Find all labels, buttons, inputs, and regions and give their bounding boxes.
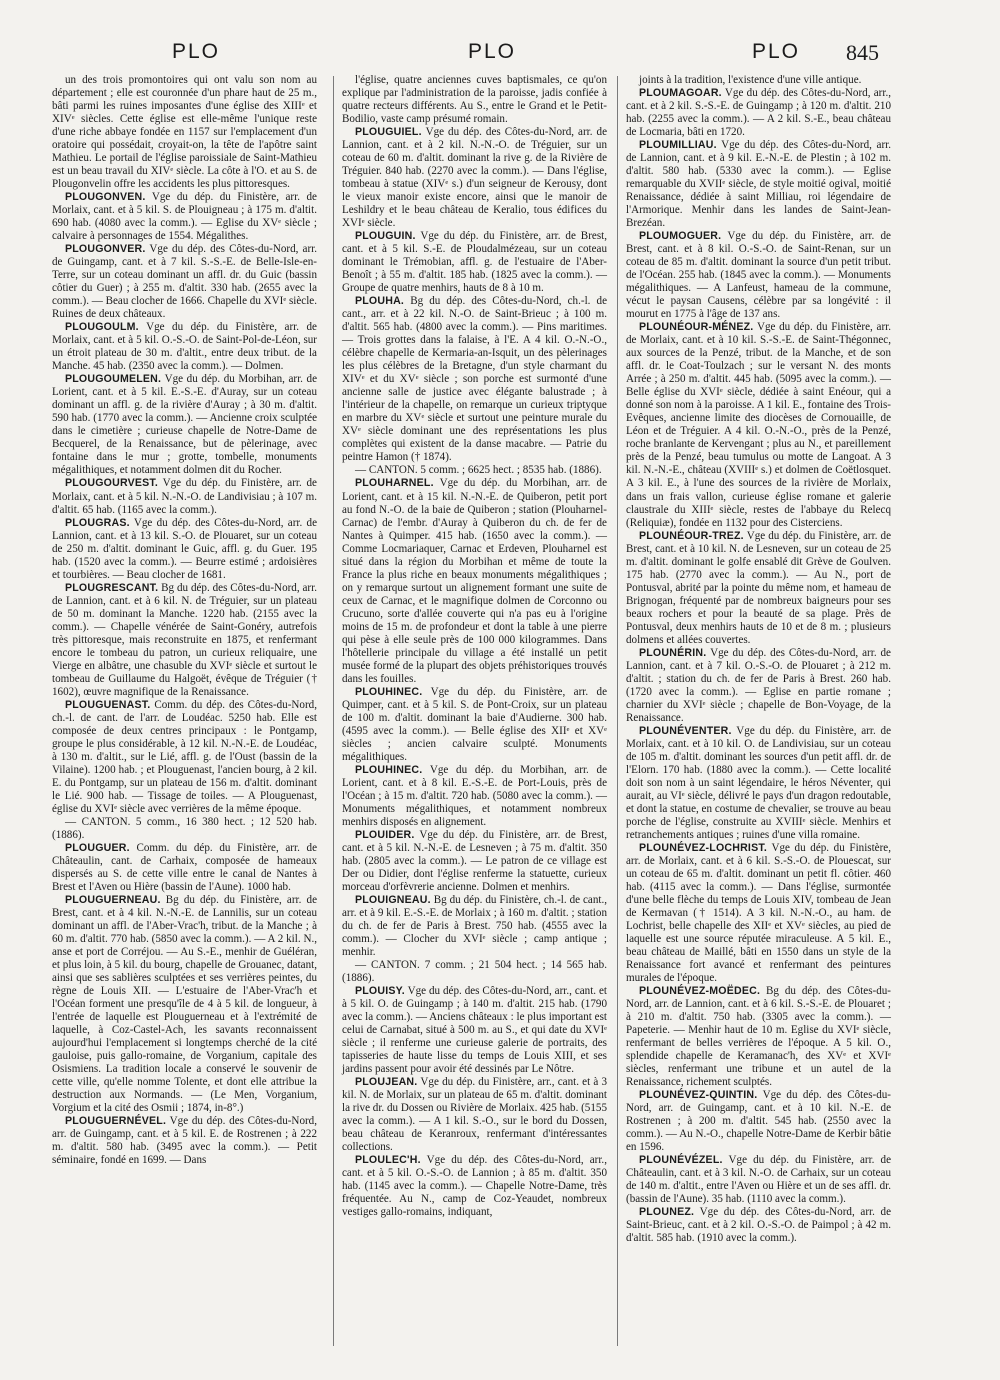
entry-text: Vge du dép. des Côtes-du-Nord, arr. de Guingamp, cant. et à 10 kil. N.-E. de Rostrenen ; à 200 m. d'altit. 545 hab. (2550 avec la comm.). — Au N.-O., chapelle Notre-Dame de Kerbir bâtie en 1596.: [626, 1089, 891, 1154]
entry-text: Bg du dép. du Finistère, ch.-l. de cant., arr. et à 9 kil. E.-S.-E. de Morlaix ; à 160 m. d'altit. ; station du ch. de fer de Paris à Brest. 750 hab. (4555 avec la comm.). — Clocher du XVIᵉ siècle ; camp antique ; menhir.: [342, 893, 607, 959]
dictionary-entry: [626, 530, 891, 647]
entry-text: Vge du dép. des Côtes-du-Nord, arr., cant. et à 5 kil. O.-S.-O. de Lannion ; à 85 m. d'altit. 350 hab. (1145 avec la comm.). — Chapelle Notre-Dame, très fréquentée. Au N., camp de Coz-Yeaudet, nombreux vestiges gallo-romains, indiquant,: [342, 1154, 607, 1219]
dictionary-entry: [342, 230, 607, 295]
entry-text: Vge du dép. du Morbihan, arr. de Lorient, cant. et à 5 kil. E.-S.-E. d'Auray, sur un coteau dominant un affl. g. de la rivière d'Auray ; à 30 m. d'altit. 590 hab. (1770 avec la comm.). — Ancienne croix sculptée dans le cimetière ; curieuse chapelle de Notre-Dame de Becquerel, de la Renaissance, but de pèlerinage, avec fontaine dans le mur ; grotte, tombelle, monuments mégalithiques, et notamment dolmen dit du Rocher.: [52, 373, 317, 477]
dictionary-entry: [342, 126, 607, 230]
dictionary-entry: [52, 373, 317, 477]
entry-headword: PLOUGOULM.: [65, 321, 139, 334]
entry-headword: PLOUGRESCANT.: [65, 581, 159, 594]
entry-headword: PLOUIGNEAU.: [355, 893, 431, 906]
entry-text: Vge du dép. du Finistère, arr. de Brest, cant. et à 5 kil. N.-N.-E. de Lesneven ; à 75 m. d'altit. 350 hab. (2805 avec la comm.). — Le patron de ce village est Der ou Didier, dont l'église renferme la statuette, curieux morceau d'orfèvrerie ancienne. Dolmen et menhirs.: [342, 828, 608, 893]
dictionary-entry: [52, 477, 317, 516]
entry-text: Vge du dép. du Finistère, arr. de Morlaix, cant. et à 5 kil. N.-N.-O. de Landivisiau ; à 107 m. d'altit. 65 hab. (1165 avec la comm.).: [52, 477, 317, 516]
entry-text: Vge du dép. des Côtes-du-Nord, arr., cant. et à 2 kil. S.-S.-E. de Guingamp ; à 120 m. d'altit. 210 hab. (2255 avec la comm.). — A 2 kil. S.-E., beau château de Locmaria, bâti en 1720.: [626, 87, 891, 139]
dictionary-entry: [52, 842, 317, 894]
entry-headword: PLOUNÉRIN.: [639, 646, 707, 659]
entry-text: Vge du dép. du Finistère, arr., cant. et à 3 kil. N. de Morlaix, sur un plateau de 65 m. d'altit. dominant la rive dr. du Dossen ou Rivière de Morlaix. 425 hab. (5155 avec la comm.). — A 1 kil. S.-O., sur le bord du Dossen, beau château de Keranroux, renfermant d'intéressantes collections.: [342, 1076, 608, 1154]
entry-headword: PLOUGUER.: [65, 841, 130, 854]
entry-headword: PLOUGUERNÉVEL.: [65, 1115, 167, 1128]
dictionary-entry: [52, 517, 317, 582]
dictionary-entry: [626, 1154, 891, 1206]
dictionary-entry: [626, 321, 891, 529]
entry-text: un des trois promontoires qui ont valu son nom au département ; elle est couronnée d'un phare haut de 25 m., bâti parmi les ruines imposantes d'une église des XIIIᵉ et XIVᵉ siècles. Cette église est elle-même l'unique reste d'une riche abbaye fondée en 1157 sur l'emplacement d'un oratoire qui possédait, croyait-on, la tête de l'apôtre saint Mathieu. Le portail de l'église paroissiale de Saint-Mathieu est un beau travail du XIVᵉ siècle. La côte à l'O. et au S. de Plougonvelin offre les accidents les plus pittoresques.: [52, 74, 317, 191]
entry-text: Bg du dép. du Finistère, arr. de Brest, cant. et à 4 kil. N.-N.-E. de Lannilis, sur un coteau dominant un affl. de l'Aber-Vrac'h, tribut. de la Manche ; à 60 m. d'altit. 770 hab. (5850 avec la comm.). — A 2 kil. N., anse et port de Corréjou. — Au S.-E., menhir de Guéléran, et plus loin, à 5 kil. du bourg, chapelle de Grouanec, datant, ainsi que ses sablières sculptées et ses verrières peintes, du règne de Louis XII. — L'estuaire de l'Aber-Vrac'h et l'Océan forment une presqu'île de 4 à 5 kil. de longueur, à l'entrée de laquelle est Plouguerneau et à l'extrémité de laquelle, à Coz-Castel-Ach, les savants reconnaissent aujourd'hui l'emplacement si longtemps cherché de la cité gauloise, puis gallo-romaine, de Vorganium, capitale des Osismiens. La tradition locale a conservé le souvenir de cette ville, qu'elle nomme Tolente, et dont elle attribue la destruction aux Normands. — (Le Men, Vorganium, Vorgium et la cité des Osmii ; 1874, in-8°.): [52, 893, 317, 1115]
entry-headword: PLOUHINEC.: [355, 763, 423, 776]
dictionary-entry: [626, 1206, 891, 1245]
entry-text: Vge du dép. du Finistère, arr. de Morlaix, cant. et à 5 kil. S. de Plouigneau ; à 175 m. d'altit. 690 hab. (4080 avec la comm.). — Eglise du XVᵉ siècle ; calvaire à personnages de 1554. Mégalithes.: [52, 191, 317, 243]
dictionary-entry: [52, 321, 317, 373]
dictionary-entry: [342, 894, 607, 959]
entry-text: joints à la tradition, l'existence d'une ville antique.: [639, 74, 862, 86]
dictionary-entry: [342, 829, 607, 894]
entry-headword: PLOUMAGOAR.: [639, 87, 722, 100]
column-middle: [342, 74, 607, 1219]
entry-text: Vge du dép. du Finistère, arr. de Brest, cant. et à 10 kil. N. de Lesneven, sur un coteau de 25 m. d'altit. dominant le golfe ensablé dit Grève de Goulven. 175 hab. (2770 avec la comm.). — Au N., port de Pontusval, abrité par la pointe du même nom, et hameau de Brignogan, fréquenté par de nombreux baigneurs pour ses beaux rochers et pour la beauté de sa plage. Près de Pontusval, deux menhirs hauts de 10 et de 8 m. ; plusieurs dolmens et allées couvertes.: [626, 529, 891, 646]
entry-headword: PLOUNÉVÉZEL.: [639, 1154, 723, 1167]
dictionary-entry: [52, 1115, 317, 1167]
entry-text: Bg du dép. des Côtes-du-Nord, ch.-l. de cant., arr. et à 22 kil. N.-O. de Saint-Brieuc ; à 100 m. d'altit. 565 hab. (4800 avec la comm.). — Pins maritimes. — Trois grottes dans la falaise, à l'E. A 4 kil. O.-N.-O., célèbre chapelle de Kermaria-an-Isquit, un des pèlerinages les plus célèbres de la Bretagne, d'un style charmant du XIVᵉ et du XVᵉ siècle ; son porche est surmonté d'une ancienne salle de justice avec élégante balustrade ; à l'intérieur de la chapelle, on remarque un curieux triptyque en marbre du XVᵉ siècle et surtout une peinture murale du XVᵉ siècle dominant une des représentations les plus complètes qui existent de la danse macabre. — Patrie du peintre Hamon († 1874).: [342, 295, 607, 464]
entry-headword: PLOUNÉOUR-TREZ.: [639, 529, 744, 542]
entry-text: l'église, quatre anciennes cuves baptismales, ce qu'on explique par l'administration de la paroisse, jadis confiée à quatre recteurs différents. Au S., entre le Grand et le Petit-Bodilio, vaste camp présumé romain.: [342, 74, 607, 126]
dictionary-entry: [342, 74, 607, 126]
entry-headword: PLOUJEAN.: [355, 1076, 418, 1089]
dictionary-entry: [342, 959, 607, 985]
entry-text: Vge du dép. du Finistère, arr. de Châteaulin, cant. et à 3 kil. N.-O. de Carhaix, sur un coteau de 140 m. d'altit., entre l'Aven ou Hière et un de ses affl. dr. (bassin de l'Aune). 35 hab. (1110 avec la comm.).: [626, 1154, 891, 1206]
entry-headword: PLOUGRAS.: [65, 516, 130, 529]
dictionary-entry: [52, 894, 317, 1115]
entry-text: Vge du dép. du Finistère, arr. de Morlaix, cant. et à 6 kil. S.-S.-O. de Plouescat, sur un coteau de 65 m. d'altit. dominant un petit fl. côtier. 460 hab. (4115 avec la comm.). — Dans l'église, surmontée d'une belle flèche du temps de Louis XIV, tombeau de Jean de Kermavan († 1514). A 3 kil. N.-N.-O., au ham. de Lochrist, belle chapelle des XIIᵉ et XVᵉ siècles, au pied de laquelle est une source réputée miraculeuse. A 5 kil. E., beau château de Maillé, bâti en 1550 dans un style de la Renaissance fort avancé et renfermant des peintures murales de l'époque.: [626, 841, 892, 985]
entry-text: Bg du dép. des Côtes-du-Nord, arr. de Lannion, cant. et à 6 kil. S.-S.-E. de Plouaret ; à 210 m. d'altit. 750 hab. (3305 avec la comm.). — Papeterie. — Menhir haut de 10 m. Eglise du XVIᵉ siècle, renfermant de belles verrières de l'époque. A 5 kil. O., splendide chapelle de Keramanac'h, des XVᵉ et XVIᵉ siècles, renfermant une tribune et un autel de la Renaissance, richement sculptés.: [626, 985, 891, 1089]
dictionary-entry: [626, 74, 891, 87]
entry-headword: PLOUNÉVEZ-QUINTIN.: [639, 1089, 758, 1102]
entry-headword: PLOUGUIN.: [355, 230, 416, 243]
entry-headword: PLOUGOUMELEN.: [65, 373, 162, 386]
entry-text: — CANTON. 5 comm. ; 6625 hect. ; 8535 hab. (1886).: [355, 464, 602, 477]
entry-text: Vge du dép. des Côtes-du-Nord, arr. de Lannion, cant. et à 2 kil. N.-N.-O. de Tréguier, sur un coteau de 60 m. d'altit. dominant la rive g. de la Rivière de Tréguier. 840 hab. (2270 avec la comm.). — Dans l'église, tombeau à statue (XIVᵉ s.) d'un seigneur de Kerousy, dont le vieux manoir existe encore, ainsi que le manoir de Leshildry et le beau château de Keralio, tous édifices du XVIᵉ siècle.: [342, 126, 607, 230]
entry-headword: PLOUIDER.: [355, 828, 415, 841]
entry-headword: PLOUGUIEL.: [355, 126, 422, 139]
entry-headword: PLOUNÉOUR-MÉNEZ.: [639, 321, 754, 334]
dictionary-entry: [342, 764, 607, 829]
dictionary-entry: [52, 74, 317, 191]
entry-text: Vge du dép. des Côtes-du-Nord, arr. de Saint-Brieuc, cant. et à 2 kil. O.-S.-O. de Paimpol ; à 42 m. d'altit. 585 hab. (1910 avec la comm.).: [626, 1206, 891, 1245]
entry-text: Vge du dép. du Finistère, arr. de Brest, cant. et à 8 kil. O.-S.-O. de Saint-Renan, sur un coteau de 85 m. d'altit. dominant la source d'un petit tribut. de l'Océan. 255 hab. (1845 avec la comm.). — Monuments mégalithiques. — A Lanfeust, hameau de la commune, vécut le paysan Causens, célèbre par sa longévité : il mourut en 1775 à l'âge de 137 ans.: [626, 230, 891, 321]
entry-headword: PLOUNÉVEZ-LOCHRIST.: [639, 841, 767, 854]
entry-text: Vge du dép. du Finistère, arr. de Morlaix, cant. et à 10 kil. O. de Landivisiau, sur un coteau de 105 m. d'altit. dominant les sources d'un petit affl. dr. de l'Elorn. 170 hab. (1880 avec la comm.). — Cette localité doit son nom à un saint légendaire, le héros Néventer, qui aurait, au VIᵉ siècle, délivré le pays d'un dragon redoutable, et dont la statue, en costume de chevalier, se trouve au beau porche de l'église, construite au XVIIIᵉ siècle. Menhirs et retranchements antiques ; ruines d'une villa romaine.: [626, 724, 891, 841]
entry-text: Vge du dép. du Finistère, arr. de Brest, cant. et à 5 kil. S.-E. de Ploudalmézeau, sur un coteau dominant le Trémobian, affl. g. de l'estuaire de l'Aber-Benoît ; à 55 m. d'altit. 185 hab. (1825 avec la comm.). — Groupe de quatre menhirs, hauts de 8 à 10 m.: [342, 230, 607, 295]
dictionary-entry: [626, 725, 891, 842]
column-right: [626, 74, 891, 1245]
dictionary-entry: [626, 842, 891, 985]
running-head-right: PLO: [752, 40, 801, 63]
entry-text: Vge du dép. des Côtes-du-Nord, arr. de Lannion, cant. et à 13 kil. S.-O. de Plouaret, sur un coteau de 250 m. d'altit. dominant le Guic, affl. g. du Guer. 195 hab. (1520 avec la comm.). — Beurre estimé ; ardoisières et tourbières. — Beau clocher de 1681.: [52, 516, 317, 581]
entry-text: Vge du dép. des Côtes-du-Nord, arr. de Lannion, cant. et à 9 kil. E.-N.-E. de Plestin ; à 102 m. d'altit. 580 hab. (5330 avec la comm.). — Eglise remarquable du XVIIᵉ siècle, de style moitié ogival, moitié Renaissance, dédiée à saint Milliau, roi légendaire de l'Armorique. Menhir dans les landes de Saint-Jean-Brezéan.: [626, 139, 891, 230]
dictionary-entry: [342, 295, 607, 464]
dictionary-entry: [626, 985, 891, 1089]
column-divider: [333, 76, 334, 1346]
entry-text: Vge du dép. des Côtes-du-Nord, arr. de Lannion, cant. et à 7 kil. O.-S.-O. de Plouaret ; à 212 m. d'altit. ; station du ch. de fer de Paris à Brest. 260 hab. (1720 avec la comm.). — Eglise en partie romane ; charnier du XVIᵉ siècle ; chapelle de Bon-Voyage, de la Renaissance.: [626, 646, 891, 724]
entry-text: Vge du dép. des Côtes-du-Nord, arr. de Guingamp, cant. et à 7 kil. S.-S.-E. de Belle-Isle-en-Terre, sur un coteau dominant un affl. dr. du Guic (bassin côtier du Guer) ; à 255 m. d'altit. 330 hab. (2655 avec la comm.). — Beau clocher de 1666. Chapelle du XVIᵉ siècle. Ruines de deux châteaux.: [52, 243, 318, 321]
running-head-left: PLO: [172, 40, 221, 63]
entry-headword: PLOUHARNEL.: [355, 477, 434, 490]
dictionary-entry: [342, 1076, 607, 1154]
entry-headword: PLOUGUENAST.: [65, 698, 151, 711]
entry-text: Comm. du dép. des Côtes-du-Nord, ch.-l. de cant. de l'arr. de Loudéac. 5250 hab. Elle est composée de deux centres principaux : le Pontgamp, groupe le plus considérable, à 12 kil. N.-N.-E. de Loudéac, à 130 m. d'altit., sur le Lié, affl. g. de l'Oust (bassin de la Vilaine). 1200 hab. ; et Plouguenast, l'ancien bourg, à 2 kil. E. du Pontgamp, sur un plateau de 156 m. d'altit. dominant le Lié. 900 hab. — Tissage de toiles. — A Plouguenast, église du XVIᵉ siècle avec verrières de la même époque.: [52, 698, 317, 815]
entry-headword: PLOUGOURVEST.: [65, 477, 159, 490]
dictionary-entry: [626, 230, 891, 321]
entry-text: Vge du dép. des Côtes-du-Nord, arr. de Guingamp, cant. et à 5 kil. E. de Rostrenen ; à 222 m. d'altit. 580 hab. (3495 avec la comm.). — Petit séminaire, fondé en 1699. — Dans: [52, 1115, 318, 1167]
dictionary-entry: [342, 985, 607, 1076]
entry-text: — CANTON. 7 comm. ; 21 504 hect. ; 14 565 hab. (1886).: [342, 959, 607, 985]
entry-headword: PLOUMOGUER.: [639, 230, 722, 243]
entry-headword: PLOUNÉVEZ-MOËDEC.: [639, 985, 761, 998]
dictionary-entry: [626, 1089, 891, 1154]
dictionary-entry: [342, 464, 607, 477]
dictionary-entry: [342, 1154, 607, 1219]
dictionary-entry: [52, 243, 317, 321]
entry-text: Vge du dép. du Morbihan, arr. de Lorient, cant. et à 8 kil. E.-S.-E. de Port-Louis, près de l'Océan ; à 15 m. d'altit. 720 hab. (5080 avec la comm.). — Monuments mégalithiques, et notamment nombreux menhirs disposés en alignement.: [342, 763, 608, 828]
dictionary-entry: [626, 139, 891, 230]
entry-headword: PLOULEC'H.: [355, 1154, 421, 1167]
column-divider: [617, 76, 618, 1346]
dictionary-entry: [52, 191, 317, 243]
entry-headword: PLOUMILLIAU.: [639, 139, 717, 152]
entry-headword: PLOUHINEC.: [355, 685, 423, 698]
entry-headword: PLOUHA.: [355, 295, 405, 308]
dictionary-entry: [342, 686, 607, 764]
dictionary-entry: [52, 816, 317, 842]
entry-text: — CANTON. 5 comm., 16 380 hect. ; 12 520 hab. (1886).: [52, 815, 317, 841]
entry-text: Vge du dép. du Finistère, arr. de Quimper, cant. et à 5 kil. S. de Pont-Croix, sur un plateau de 100 m. d'altit. dominant la baie d'Audierne. 300 hab. (4595 avec la comm.). — Belle église des XIIᵉ et XVᵉ siècles ; ancien calvaire sculpté. Monuments mégalithiques.: [342, 685, 607, 763]
entry-headword: PLOUISY.: [355, 985, 405, 998]
page-number: 845: [846, 40, 879, 65]
dictionary-entry: [342, 477, 607, 685]
entry-headword: PLOUGONVER.: [65, 243, 146, 256]
entry-text: Vge du dép. du Finistère, arr. de Morlaix, cant. et à 10 kil. S.-S.-E. de Saint-Thégonnec, aux sources de la Penzé, tribut. de la Manche, et de son affl. dr. le Coat-Toulzach ; sur le versant N. des monts Arrée ; à 250 m. d'altit. 445 hab. (5095 avec la comm.). — Belle église du XVIᵉ siècle, dédiée à saint Enéour, qui a donné son nom à la paroisse. A 1 kil. E., fontaine des Trois-Evêques, ancienne limite des diocèses de Cornouaille, de Léon et de Tréguier. A 4 kil. O.-N.-O., près de la Penzé, roche branlante de Kervengant ; plus au N., et pareillement près de la Penzé, beau tumulus ou motte de Langoat. A 3 kil. N.-N.-E., château (XVIIIᵉ s.) et dolmen de Coëtlosquet. A 3 kil. E., à l'une des sources de la rivière de Morlaix, dans un frais vallon, curieuse église romane et galerie claustrale du XIIIᵉ siècle, restes de l'abbaye du Relecq (Reliquiæ), fondée en 1132 pour des Cisterciens.: [626, 321, 891, 529]
entry-headword: PLOUGUERNEAU.: [65, 893, 161, 906]
entry-headword: PLOUNEZ.: [639, 1206, 695, 1219]
dictionary-entry: [52, 699, 317, 816]
column-left: [52, 74, 317, 1167]
entry-text: Vge du dép. du Morbihan, arr. de Lorient, cant. et à 15 kil. N.-N.-E. de Quiberon, petit port au fond N.-O. de la baie de Quiberon ; station (Plouharnel-Carnac) de l'embr. d'Auray à Quiberon du ch. de fer de Nantes à Quimper. 415 hab. (1650 avec la comm.). — Comme Locmariaquer, Carnac et Erdeven, Plouharnel est situé dans la région du Morbihan et même de toute la France la plus riche en beaux monuments mégalithiques ; on y remarque surtout un alignement formant une suite de ceux de Carnac, et le magnifique dolmen de Corconno ou Crucuno, sorte d'allée couverte qui n'a pas eu à l'origine moins de 15 m. de profondeur et dont la table à une pierre qui pèse à elle seule près de 100 000 kilogrammes. Dans l'hôtellerie principale du village a été installé un petit musée formé de la plupart des objets préhistoriques trouvés dans les fouilles.: [342, 477, 608, 685]
running-head-center: PLO: [468, 40, 517, 63]
dictionary-entry: [626, 647, 891, 725]
entry-headword: PLOUGONVEN.: [65, 191, 146, 204]
entry-text: Vge du dép. du Finistère, arr. de Morlaix, cant. et à 5 kil. O.-S.-O. de Saint-Pol-de-Léon, sur un étroit plateau de 30 m. d'altit., entre deux tribut. de la Manche. 45 hab. (2350 avec la comm.). — Dolmen.: [52, 321, 317, 373]
dictionary-entry: [626, 87, 891, 139]
entry-text: Bg du dép. des Côtes-du-Nord, arr. de Lannion, cant. et à 6 kil. N. de Tréguier, sur un plateau de 50 m. dominant la Manche. 1220 hab. (2155 avec la comm.). — Chapelle vénérée de Saint-Gonéry, autrefois très pittoresque, mais reconstruite en 1875, et renfermant encore le tombeau du patron, un curieux reliquaire, une Vierge en albâtre, une chasuble du XVIᵉ siècle et surtout le tombeau de Guillaume du Halgoët, évêque de Tréguier († 1602), œuvre magnifique de la Renaissance.: [52, 581, 317, 698]
dictionary-entry: [52, 582, 317, 699]
entry-headword: PLOUNÉVENTER.: [639, 724, 732, 737]
entry-text: Comm. du dép. du Finistère, arr. de Châteaulin, cant. de Carhaix, composée de hameaux dispersés au S. de cette ville entre le canal de Nantes à Brest et l'Aven ou Hière (bassin de l'Aune). 1000 hab.: [52, 841, 318, 893]
entry-text: Vge du dép. des Côtes-du-Nord, arr., cant. et à 5 kil. O. de Guingamp ; à 140 m. d'altit. 215 hab. (1790 avec la comm.). — Anciens châteaux : le plus important est celui de Carnabat, situé à 500 m. au S., et qui date du XVIᵉ siècle ; il renferme une curieuse galerie de portraits, des tapisseries de haute lisse du temps de Louis XIII, et ses jardins passent pour avoir été dessinés par Le Nôtre.: [342, 985, 607, 1076]
